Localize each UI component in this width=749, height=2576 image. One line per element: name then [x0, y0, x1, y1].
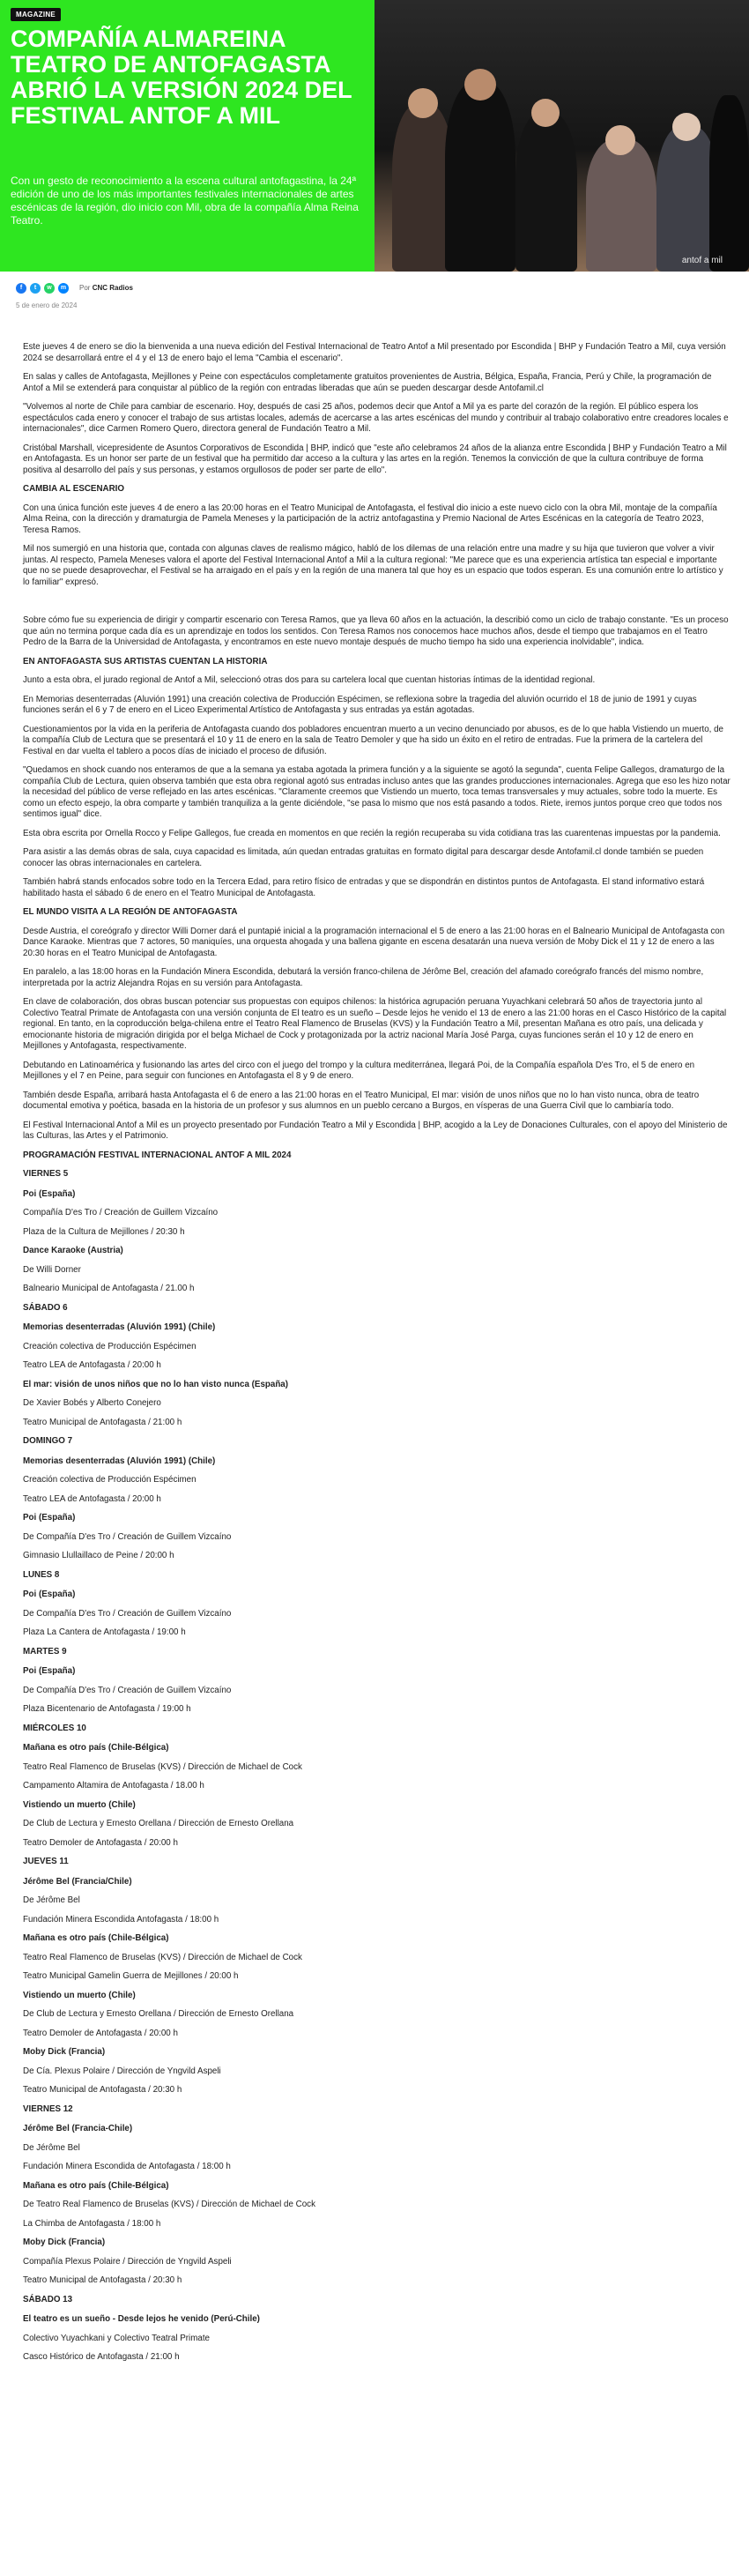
- schedule-line: Teatro Municipal de Antofagasta / 20:30 h: [23, 2085, 182, 2095]
- article-body: [0, 316, 749, 2364]
- messenger-icon[interactable]: m: [58, 283, 69, 294]
- schedule-line: De Compañía D'es Tro / Creación de Guillem Vizcaíno: [23, 1608, 232, 1619]
- schedule-day: LUNES 8: [23, 1569, 60, 1580]
- article-meta: [0, 272, 749, 296]
- schedule-line: Campamento Altamira de Antofagasta / 18.00 h: [23, 1781, 204, 1791]
- section-heading: EN ANTOFAGASTA SUS ARTISTAS CUENTAN LA HISTORIA: [23, 656, 268, 666]
- paragraph: Sobre cómo fue su experiencia de dirigir y compartir escenario con Teresa Ramos, que ya lleva 60 años en la actuación, la describió como un ciclo de trabajo constante. "Es un proceso que aún no termina porque cada día es un aprendizaje en todos los sentidos. Con Teresa Ramos nos conocemos hace muchos años, desde el tiempo que trabajamos en el Teatro Pedro de la Barra de la Universidad de Antofagasta, y encontramos en este nuevo montaje después de mucho tiempo ha sido una experiencia inolvidable", indica.: [23, 615, 729, 647]
- schedule-day: VIERNES 12: [23, 2103, 73, 2114]
- article-title: COMPAÑÍA ALMAREINA TEATRO DE ANTOFAGASTA ABRIÓ LA VERSIÓN 2024 DEL FESTIVAL ANTOF A MIL: [11, 26, 352, 129]
- schedule-line: Mañana es otro país (Chile-Bélgica): [23, 1743, 169, 1753]
- schedule-line: El mar: visión de unos niños que no lo han visto nunca (España): [23, 1379, 289, 1389]
- schedule-line: De Jérôme Bel: [23, 2142, 80, 2153]
- schedule-line: Casco Histórico de Antofagasta / 21:00 h: [23, 2352, 180, 2362]
- section-heading: EL MUNDO VISITA A LA REGIÓN DE ANTOFAGASTA: [23, 907, 238, 917]
- schedule-line: La Chimba de Antofagasta / 18:00 h: [23, 2218, 161, 2229]
- paragraph: Junto a esta obra, el jurado regional de Antof a Mil, seleccionó otras dos para su cartelera local que cuentan historias íntimas de la identidad regional.: [23, 675, 596, 685]
- paragraph: Cristóbal Marshall, vicepresidente de Asuntos Corporativos de Escondida | BHP, indicó que "este año celebramos 24 años de la alianza entre Escondida | BHP y Fundación Teatro a Mil en Antofagasta. Es un honor ser parte de un festival que ha permitido dar acceso a la cultura y las artes en la región. Tenemos la convicción de que la cultura contribuye de forma positiva al desarrollo del país y sus personas, y estamos orgullosos de poder ser parte de ello".: [23, 443, 727, 475]
- paragraph: Desde Austria, el coreógrafo y director Willi Dorner dará el puntapié inicial a la programación internacional el 5 de enero a las 21:00 horas en el Balneario Municipal de Antofagasta con Dance Karaoke. Mientras que 7 actores, 50 maniquíes, una orquesta ahogada y una ballena gigante en escena desatarán una nueva versión de Moby Dick el 11 y 12 de enero a las 20:30 horas en el Teatro Municipal de Antofagasta.: [23, 926, 725, 958]
- paragraph: En Memorias desenterradas (Aluvión 1991) una creación colectiva de Producción Espécimen, se reflexiona sobre la tragedia del aluvión ocurrido el 18 de junio de 1991 y cuyas funciones serán el 6 y 7 de enero en el Liceo Experimental Artístico de Antofagasta y sus entradas ya están agotadas.: [23, 694, 697, 715]
- schedule-line: Poi (España): [23, 1666, 76, 1676]
- schedule-line: Creación colectiva de Producción Espécimen: [23, 1475, 197, 1485]
- schedule-line: Gimnasio Llullaillaco de Peine / 20:00 h: [23, 1551, 174, 1560]
- section-heading: CAMBIA AL ESCENARIO: [23, 484, 125, 494]
- article-subtitle: Con un gesto de reconocimiento a la escena cultural antofagastina, la 24ª edición de uno de los más importantes festivales internacionales de artes escénicas de la región, dio inicio con Mil, obra de la compañía Alma Reina Teatro.: [11, 175, 359, 227]
- twitter-icon[interactable]: t: [30, 283, 41, 294]
- paragraph: "Quedamos en shock cuando nos enteramos de que a la semana ya estaba agotada la primera función y a la siguiente se agotó la segunda", cuenta Felipe Gallegos, dramaturgo de la compañía Club de Lectura, quien observa también que esta obra regional agotó sus entradas incluso antes que las grandes producciones internacionales. Agrega que eso les hizo notar la necesidad del público de verse reflejado en las artes escénicas. "Claramente creemos que Vistiendo un muerto, toca temas transversales y muy actuales, sobre todo la muerte. Es como un efecto espejo, la obra comparte y también tranquiliza a la gente diciéndole, "se pasa lo mismo que nos está pasando a todos. Riete, iremos juntos porque creo que todos nos sentimos igual" dice.: [23, 765, 730, 819]
- schedule-line: Teatro Real Flamenco de Bruselas (KVS) / Dirección de Michael de Cock: [23, 1952, 302, 1962]
- paragraph: Para asistir a las demás obras de sala, cuya capacidad es limitada, aún quedan entradas gratuitas en formato digital para descargar desde Antofamil.cl donde también se pueden conocer las obras internacionales en cartelera.: [23, 847, 704, 868]
- schedule-line: De Cía. Plexus Polaire / Dirección de Yngvild Aspeli: [23, 2066, 221, 2076]
- schedule-line: Poi (España): [23, 1590, 76, 1599]
- paragraph: "Volvemos al norte de Chile para cambiar de escenario. Hoy, después de casi 25 años, podemos decir que Antof a Mil ya es parte del corazón de la región. El público espera los espectáculos cada enero y conocer el trabajo de sus artistas locales, además de acercarse a las artes escénicas del mundo y contribuir al trabajo colaborativo entre creadores locales e internacionales", dice Carmen Romero Quero, directora general de Fundación Teatro a Mil.: [23, 402, 729, 434]
- paragraph: Con una única función este jueves 4 de enero a las 20:00 horas en el Teatro Municipal de Antofagasta, el festival dio inicio a este nuevo ciclo con la obra Mil, montaje de la compañía Alma Reina, con la dirección y dramaturgia de Pamela Meneses y la participación de la actriz antofagastina y Premio Nacional de Artes Escénicas en la categoría de Teatro 2023, Teresa Ramos.: [23, 503, 717, 535]
- schedule-line: Colectivo Yuyachkani y Colectivo Teatral Primate: [23, 2333, 211, 2343]
- schedule-day: SÁBADO 13: [23, 2294, 73, 2304]
- schedule-line: Teatro Municipal de Antofagasta / 21:00 h: [23, 1417, 182, 1427]
- paragraph: En clave de colaboración, dos obras buscan potenciar sus propuestas con equipos chilenos: la histórica agrupación peruana Yuyachkani celebrará 50 años de trayectoria junto al Colectivo Teatral Primate de Antofagasta con una versión conjunta de El teatro es un sueño – Desde lejos he venido el 13 de enero a las 21:00 horas en el Casco Histórico de la capital regional. En tanto, en la coproducción belga-chilena entre el Teatro Real Flamenco de Bruselas (KVS) y la Fundación Teatro a Mil, presentan Mañana es otro país, una delicada y emocionante historia de migración dirigida por el belga Michael de Cock y protagonizada por la actriz nacional María José Parga, cuyas funciones serán el 10 y 12 de enero en Mejillones y Antofagasta, respectivamente.: [23, 997, 727, 1051]
- schedule-line: De Club de Lectura y Ernesto Orellana / Dirección de Ernesto Orellana: [23, 2009, 294, 2019]
- schedule-line: Poi (España): [23, 1513, 76, 1523]
- schedule-line: Creación colectiva de Producción Espécimen: [23, 1341, 197, 1351]
- byline: Por CNC Radios: [79, 284, 133, 292]
- schedule-line: Plaza Bicentenario de Antofagasta / 19:00 h: [23, 1704, 191, 1714]
- photo-credit: antof a mil: [681, 256, 723, 265]
- schedule-line: De Teatro Real Flamenco de Bruselas (KVS) / Dirección de Michael de Cock: [23, 2200, 315, 2209]
- paragraph: También habrá stands enfocados sobre todo en la Tercera Edad, para retiro físico de entradas y que se dispondrán en distintos puntos de Antofagasta. El stand informativo estará habilitado hasta el sábado 6 de enero en el Teatro Municipal de Antofagasta.: [23, 877, 705, 898]
- schedule-line: De Club de Lectura y Ernesto Orellana / Dirección de Ernesto Orellana: [23, 1819, 294, 1828]
- schedule-line: Poi (España): [23, 1188, 76, 1199]
- section-heading: PROGRAMACIÓN FESTIVAL INTERNACIONAL ANTOF A MIL 2024: [23, 1150, 292, 1160]
- schedule-line: Balneario Municipal de Antofagasta / 21.00 h: [23, 1284, 195, 1293]
- schedule-line: Memorias desenterradas (Aluvión 1991) (Chile): [23, 1456, 216, 1466]
- schedule-day: MARTES 9: [23, 1646, 67, 1657]
- paragraph: Cuestionamientos por la vida en la periferia de Antofagasta cuando dos pobladores encuentran muerto a un vecino denunciado por abusos, es de lo que habla Vistiendo un muerto, de la compañía Club de Lectura que se presentará el 10 y 11 de enero en la sala de Teatro Demoler y que ha sido un éxito en el retiro de entradas. Fue la primera de la cartelera del Festival en dar vuelta el tablero a pocos días de iniciado el proceso de difusión.: [23, 724, 723, 756]
- schedule-line: Moby Dick (Francia): [23, 2237, 106, 2247]
- schedule-line: Teatro Demoler de Antofagasta / 20:00 h: [23, 1837, 178, 1848]
- schedule-line: Jérôme Bel (Francia/Chile): [23, 1876, 132, 1887]
- schedule-day: JUEVES 11: [23, 1857, 69, 1866]
- paragraph: También desde España, arribará hasta Antofagasta el 6 de enero a las 21:00 horas en el Teatro Municipal, El mar: visión de unos niños que no lo han visto nunca, obra de teatro documental emotiva y poética, basada en la historia de un profesor y sus alumnos en un pueblo cercano a Burgos, en vísperas de una Guerra Civil que lo cambiaría todo.: [23, 1090, 700, 1111]
- schedule-line: Vistiendo un muerto (Chile): [23, 1799, 136, 1810]
- schedule-day: DOMINGO 7: [23, 1436, 73, 1446]
- schedule-line: Teatro Real Flamenco de Bruselas (KVS) / Dirección de Michael de Cock: [23, 1761, 302, 1772]
- schedule-line: Plaza de la Cultura de Mejillones / 20:30 h: [23, 1226, 185, 1237]
- schedule-line: Compañía D'es Tro / Creación de Guillem Vizcaíno: [23, 1208, 219, 1217]
- publish-date: 5 de enero de 2024: [16, 302, 78, 309]
- author-link[interactable]: CNC Radios: [92, 284, 133, 292]
- schedule-line: Compañía Plexus Polaire / Dirección de Yngvild Aspeli: [23, 2256, 232, 2267]
- schedule-line: De Xavier Bobés y Alberto Conejero: [23, 1398, 161, 1408]
- schedule-line: Teatro Municipal Gamelin Guerra de Mejillones / 20:00 h: [23, 1971, 239, 1981]
- schedule-line: Fundación Minera Escondida de Antofagasta / 18:00 h: [23, 2162, 231, 2171]
- schedule-line: Dance Karaoke (Austria): [23, 1246, 123, 1255]
- schedule-line: De Compañía D'es Tro / Creación de Guillem Vizcaíno: [23, 1685, 232, 1695]
- schedule-line: Plaza La Cantera de Antofagasta / 19:00 h: [23, 1627, 186, 1637]
- schedule-line: De Jérôme Bel: [23, 1895, 80, 1905]
- hero-banner: [0, 0, 749, 272]
- schedule-line: Mañana es otro país (Chile-Bélgica): [23, 1933, 169, 1943]
- schedule-line: De Willi Dorner: [23, 1264, 81, 1275]
- hero-photo: [374, 0, 749, 272]
- schedule-line: Vistiendo un muerto (Chile): [23, 1990, 136, 2000]
- schedule-day: SÁBADO 6: [23, 1302, 68, 1313]
- schedule-line: Teatro Municipal de Antofagasta / 20:30 h: [23, 2275, 182, 2285]
- schedule-line: Mañana es otro país (Chile-Bélgica): [23, 2180, 169, 2191]
- category-badge[interactable]: MAGAZINE: [11, 8, 61, 21]
- schedule-line: De Compañía D'es Tro / Creación de Guillem Vizcaíno: [23, 1531, 232, 1542]
- paragraph: En paralelo, a las 18:00 horas en la Fundación Minera Escondida, debutará la versión franco-chilena de Jérôme Bel, creación del afamado coreógrafo francés del mismo nombre, interpretada por la actriz Alejandra Rojas en su versión para Antofagasta.: [23, 967, 704, 988]
- paragraph: Debutando en Latinoamérica y fusionando las artes del circo con el juego del trompo y la cultura mediterránea, llegará Poi, de la Compañía española D'es Tro, el 5 de enero en Mejillones y el 7 en Peine, para seguir con funciones en Antofagasta el 8 y 9 de enero.: [23, 1060, 695, 1081]
- paragraph: El Festival Internacional Antof a Mil es un proyecto presentado por Fundación Teatro a Mil y Escondida | BHP, acogido a la Ley de Donaciones Culturales, con el apoyo del Ministerio de las Culturas, las Artes y el Patrimonio.: [23, 1120, 728, 1141]
- schedule-line: Jérôme Bel (Francia-Chile): [23, 2124, 133, 2133]
- schedule-line: Memorias desenterradas (Aluvión 1991) (Chile): [23, 1322, 216, 1332]
- whatsapp-icon[interactable]: w: [44, 283, 55, 294]
- schedule-line: El teatro es un sueño - Desde lejos he venido (Perú-Chile): [23, 2314, 260, 2324]
- schedule-day: MIÉRCOLES 10: [23, 1723, 86, 1733]
- schedule-line: Teatro Demoler de Antofagasta / 20:00 h: [23, 2028, 178, 2038]
- schedule-line: Fundación Minera Escondida Antofagasta / 18:00 h: [23, 1914, 219, 1925]
- paragraph: Esta obra escrita por Ornella Rocco y Felipe Gallegos, fue creada en momentos en que recién la región recuperaba su vida cotidiana tras las cuarentenas impuestas por la pandemia.: [23, 828, 721, 838]
- schedule-line: Teatro LEA de Antofagasta / 20:00 h: [23, 1360, 161, 1370]
- paragraph: Mil nos sumergió en una historia que, contada con algunas claves de realismo mágico, habló de los dilemas de una relación entre una madre y su hija que tuvieron que volver a vivir juntas. Al respecto, Pamela Meneses valora el aporte del Festival Internacional Antof a Mil a la cultura regional: "Me parece que es una experiencia artística tan especial e importante que no se puede desaprovechar, el Festival se ha arraigado en el país y en la región de una manera tal que hoy es un espacio que todos esperan. Es una comunión entre lo artístico y lo familiar" expresó.: [23, 544, 723, 587]
- schedule-line: Teatro LEA de Antofagasta / 20:00 h: [23, 1493, 161, 1504]
- paragraph: Este jueves 4 de enero se dio la bienvenida a una nueva edición del Festival Internacional de Teatro Antof a Mil presentado por Escondida | BHP y Fundación Teatro a Mil, cuya versión 2024 se desarrollará entre el 4 y el 13 de enero bajo el lema "Cambia el escenario".: [23, 342, 726, 363]
- schedule-day: VIERNES 5: [23, 1169, 69, 1179]
- facebook-icon[interactable]: f: [16, 283, 26, 294]
- schedule-line: Moby Dick (Francia): [23, 2047, 106, 2057]
- program-schedule: [23, 1169, 731, 2364]
- paragraph: En salas y calles de Antofagasta, Mejillones y Peine con espectáculos completamente gratuitos provenientes de Austria, Bélgica, España, Francia, Perú y Chile, la programación de Antof a Mil se extenderá para conquistar al público de la región con entradas liberadas que aún se pueden descargar desde Antofamil.cl: [23, 372, 712, 393]
